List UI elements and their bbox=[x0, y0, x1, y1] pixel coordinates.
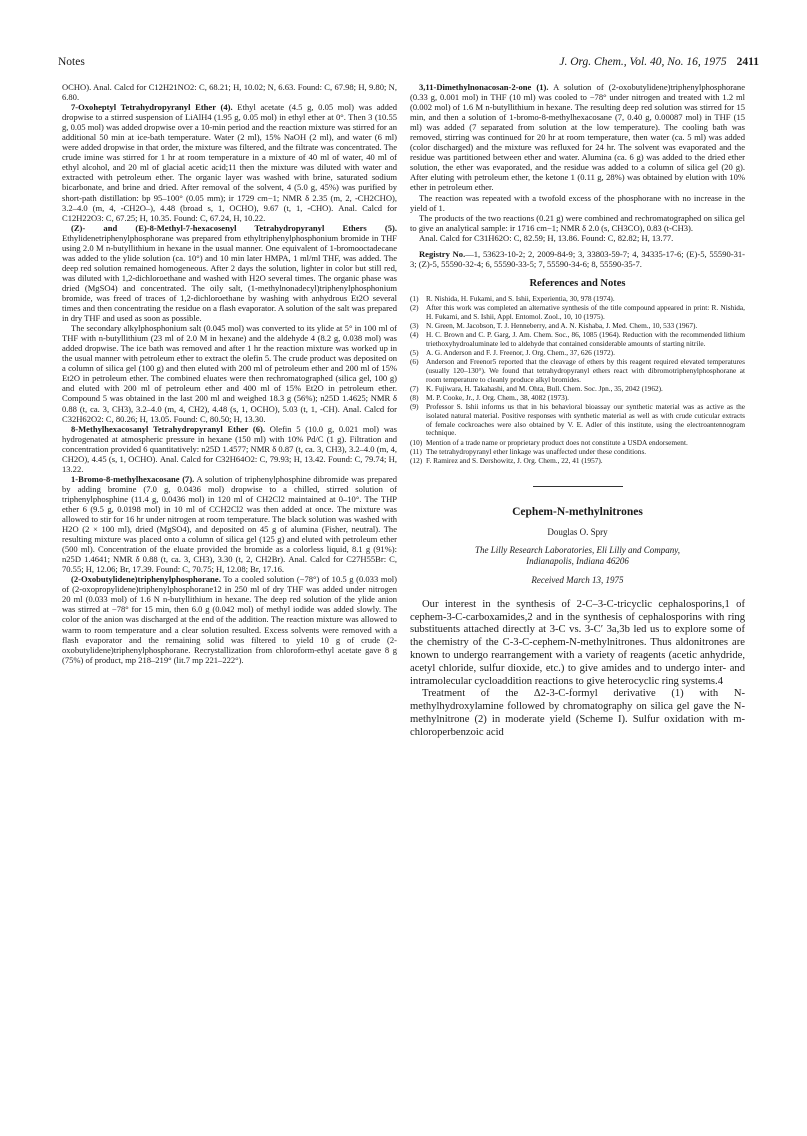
paragraph bbox=[62, 102, 397, 223]
paragraph: The reaction was repeated with a twofold excess of the phosphorane with no increase in the yield of 1. bbox=[410, 192, 745, 213]
paragraph bbox=[410, 82, 745, 193]
procedure-text: Olefin 5 (10.0 g, 0.021 mol) was hydrogenated at atmospheric pressure in hexane (150 ml) with 10% Pd/C (1 g). Filtration and concentration provided 6 quantitatively: n25D 1.4577; NMR δ 0.87 (t, ca. 3, CH3), 3.2–4.0 (m, 4, CH2O), 4.45 (s, 1, OCHO). Anal. Calcd for C32H64O2: C, 79.93; H, 13.42. Found: C, 79.74; H, 13.22. bbox=[62, 423, 397, 474]
references-list bbox=[410, 295, 745, 466]
paragraph: The products of the two reactions (0.21 g) were combined and rechromatographed on silica gel to give an analytical sample: ir 1716 cm−1; NMR δ 2.0 (s, CH3CO), 0.83 (t-CH3). bbox=[410, 212, 745, 233]
procedure-heading: (Z)- and (E)-8-Methyl-7-hexacosenyl Tetrahydropyranyl Ethers (5). bbox=[71, 222, 397, 233]
paragraph bbox=[62, 223, 397, 323]
reference-item bbox=[410, 358, 745, 384]
reference-text: Anderson and Freenor5 reported that the cleavage of ethers by this reagent required elevated temperatures (usually 120–130°). We found that tetrahydropyranyl ethers react with dibromotriphenylphosphorane at room temperature to cleanly produce alkyl bromides. bbox=[426, 357, 745, 384]
paragraph: The secondary alkylphosphonium salt (0.045 mol) was converted to its ylide at 5° in 100 ml of THF with n-butyllithium (23 ml of 2.0 M in hexane) and the aldehyde 4 (8.2 g, 0.038 mol) was added dropwise. The ice bath was removed and after 1 hr the reaction mixture was worked up in the usual manner with petroleum ether to extract the olefin 5. The crude product was deposited on a column of silica gel (100 g) and then eluted with 200 ml of petroleum ether and 200 ml of 15% Et2O in petroleum ether. The combined eluates were then rechromatographed (silica gel, 100 g) and eluted with 200 ml of petroleum ether and 400 ml of 15% Et2O in petroleum ether. Compound 5 was obtained in the last 200 ml and weighed 18.3 g (56%); n25D 1.4625; NMR δ 0.88 (t, ca. 3, CH3), 3.2–4.0 (m, 4, CH2), 4.48 (s, 1, OCHO), 5.03 (t, 1, -CH). Anal. Calcd for C32H62O2: C, 80.26; H, 13.05. Found: C, 80.50; H, 13.30. bbox=[62, 323, 397, 424]
paragraph bbox=[62, 574, 397, 664]
reference-text: M. P. Cooke, Jr., J. Org. Chem., 38, 4082 (1973). bbox=[426, 393, 569, 403]
journal-name: J. Org. Chem., Vol. 40, No. 16, 1975 bbox=[559, 56, 727, 68]
reference-text: R. Nishida, H. Fukami, and S. Ishii, Experientia, 30, 978 (1974). bbox=[426, 293, 615, 303]
reference-number: (1) bbox=[410, 293, 419, 303]
reference-text: H. C. Brown and C. P. Garg, J. Am. Chem. Soc., 86, 1085 (1964). Reduction with the recommended lithium triethoxyhydroaluminate led to aldehyde that contained considerable amounts of starting nitrile. bbox=[426, 330, 745, 348]
right-column bbox=[410, 82, 745, 740]
reference-item bbox=[410, 403, 745, 438]
references-title: References and Notes bbox=[529, 277, 626, 289]
procedure-heading: 1-Bromo-8-methylhexacosane (7). bbox=[71, 473, 195, 484]
page-number: 2411 bbox=[736, 56, 759, 68]
reference-number: (12) bbox=[410, 456, 423, 466]
article-affiliation bbox=[410, 545, 745, 567]
page-header bbox=[58, 56, 759, 74]
reference-number: (4) bbox=[410, 330, 419, 340]
section-label: Notes bbox=[58, 56, 85, 68]
reference-text: Professor S. Ishii informs us that in his behavioral bioassay our synthetic material was as active as the isolated natural material. Positive responses with synthetic material as well as with crude cuticular extracts of female cockroaches were also obtained by V. E. Adler of this institute, using the electroantennogram technique. bbox=[426, 402, 745, 438]
procedure-heading: 7-Oxoheptyl Tetrahydropyranyl Ether (4). bbox=[71, 102, 233, 113]
reference-number: (10) bbox=[410, 437, 423, 447]
procedure-text: To a cooled solution (−78°) of 10.5 g (0.033 mol) of (2-oxopropylidene)triphenylphosphorane12 in 250 ml of dry THF was added under nitrogen 20 ml (0.033 mol) of 1.6 N n-butyllithium in hexane. The deep red solution of the ylide anion was stirred at −78° for 15 min, then 6.0 g (0.042 mol) of methyl iodide was added slowly. The color of the anion was discharged at the end of the addition. The reaction mixture was allowed to warm to room temperature and a clear solution resulted. Excess solvents were removed with a flash evaporator and the remaining solid was filtered to yield 10 g of crude (2-oxobutylidene)triphenylphosphorane. Recrystallization from chloroform-ethyl acetate gave 8 g (75%) of product, mp 218–219° (lit.7 mp 221–222°). bbox=[62, 574, 397, 665]
reference-text: N. Green, M. Jacobson, T. J. Henneberry, and A. N. Kishaba, J. Med. Chem., 10, 533 (1967). bbox=[426, 321, 698, 330]
paragraph bbox=[62, 424, 397, 474]
reference-item bbox=[410, 304, 745, 321]
paragraph: Treatment of the Δ2-3-C-formyl derivative (1) with N-methylhydroxylamine followed by chromatography on silica gel gave the N-methylnitrone (2) in moderate yield (Scheme I). Sulfur oxidation with m-chloroperbenzoic acid bbox=[410, 688, 745, 738]
article-body bbox=[410, 599, 745, 740]
procedure-heading: 8-Methylhexacosanyl Tetrahydropyranyl Ether (6). bbox=[71, 423, 266, 434]
registry-numbers bbox=[410, 249, 745, 269]
reference-number: (5) bbox=[410, 348, 419, 358]
reference-text: The tetrahydropyranyl ether linkage was unaffected under these conditions. bbox=[426, 446, 647, 456]
reference-item bbox=[410, 457, 745, 466]
registry-text: —1, 53623-10-2; 2, 2009-84-9; 3, 33803-59-7; 4, 34335-17-6; (E)-5, 55590-31-3; (Z)-5, 55590-32-4; 6, 55590-33-5; 7, 55590-34-6; 8, 55590-35-7. bbox=[410, 248, 745, 269]
reference-number: (11) bbox=[410, 446, 422, 456]
procedure-text: A solution of (2-oxobutylidene)triphenylphosphorane (0.33 g, 0.001 mol) in THF (10 ml) was cooled to −78° under nitrogen and treated with 1.2 ml (0.002 mol) of 1.6 M n-butyllithium in hexane. The resulting deep red solution was stirred for 15 min, and then a solution of 1-bromo-8-methylhexacosane (7, 0.40 g, 0.00087 mol) in THF (15 ml) was added (7 separated from solution at the low temperature). The cooling bath was removed, stirring was continued for 20 hr at room temperature, then water (ca. 5 ml) was added (color discharged) and the mixture was refluxed for 24 hr. The solvent was evaporated and the residue was partitioned between ether and water. Alumina (ca. 6 g) was added to the dried ether solution, the ether was evaporated, and the residue was added to a column of silica gel (20 g). After eluting with petroleum ether, the ketone 1 (0.11 g, 28%) was obtained by elution with 10% ether in petroleum ether. bbox=[410, 82, 745, 193]
reference-text: F. Ramirez and S. Dershowitz, J. Org. Chem., 22, 41 (1957). bbox=[426, 456, 603, 466]
reference-number: (3) bbox=[410, 321, 419, 330]
section-divider bbox=[533, 486, 623, 487]
procedure-text: A solution of triphenylphosphine dibromide was prepared by adding bromine (7.0 g, 0.0436 mol) dropwise to a chilled, stirred solution of triphenylphosphine (11.4 g, 0.0436 mol) in 120 ml of CH2Cl2 maintained at 0–10°. The THP ether 6 (9.5 g, 0.0198 mol) in 10 ml of CCH2Cl2 was then added at once. The mixture was allowed to stir for 16 hr under nitrogen at room temperature. The black solution was washed with H2O (2 × 100 ml), dried (MgSO4), and deposited on 45 g of alumina (Fisher, neutral). The resulting mixture was placed onto a column of silica gel (125 g) and eluted with petroleum ether (500 ml). Concentration of the eluate provided the bromide as a colorless liquid, 8.1 g (91%): n25D 1.4641; NMR δ 0.88 (t, ca. 3, CH3), 3.30 (t, 2, CH2Br). Anal. Calcd for C27H55Br: C, 70.55; H, 12.06; Br, 17.39. Found: C, 70.75; H, 12.08; Br, 17.16. bbox=[62, 473, 397, 575]
affiliation-line: Indianapolis, Indiana 46206 bbox=[526, 555, 629, 566]
registry-heading: Registry No. bbox=[419, 248, 466, 259]
received-date: Received March 13, 1975 bbox=[531, 574, 624, 585]
journal-citation bbox=[559, 56, 759, 68]
paragraph: Anal. Calcd for C31H62O: C, 82.59; H, 13.86. Found: C, 82.82; H, 13.77. bbox=[419, 232, 674, 243]
reference-number: (2) bbox=[410, 303, 419, 313]
reference-number: (6) bbox=[410, 357, 419, 367]
reference-text: Mention of a trade name or proprietary product does not constitute a USDA endorsement. bbox=[426, 437, 688, 447]
article-author: Douglas O. Spry bbox=[547, 526, 608, 537]
paragraph: Our interest in the synthesis of 2-C–3-C-tricyclic cephalosporins,1 of cephem-3-C-carboxamides,2 and in the synthesis of cephalosporins with ring substituents attached directly at 3-C vs. 3-C′ 3a,3b led us to explore some of the chemistry of the C-3-C-cephem-N-methylnitrones. Thus aldonitrones are known to undergo rearrangement with a variety of reagents (acetic anhydride, acetyl chloride, sulfur dioxide, etc.) to give amides and to undergo inter- and intramolecular cycloaddition reactions to give heterocyclic ring systems.4 bbox=[410, 598, 745, 687]
procedure-heading: 3,11-Dimethylnonacosan-2-one (1). bbox=[419, 82, 549, 92]
reference-number: (8) bbox=[410, 393, 419, 403]
affiliation-line: The Lilly Research Laboratories, Eli Lilly and Company, bbox=[475, 544, 680, 555]
paragraph bbox=[62, 474, 397, 574]
reference-number: (7) bbox=[410, 383, 419, 393]
reference-text: A. G. Anderson and F. J. Freenor, J. Org. Chem., 37, 626 (1972). bbox=[426, 348, 615, 358]
procedure-text: Ethyl acetate (4.5 g, 0.05 mol) was added dropwise to a stirred suspension of LiAlH4 (1.95 g, 0.05 mol) in ethyl ether at 0°. Then 3 (10.55 g, 0.05 mol) was added dropwise over a 10-min period and the reaction mixture was stirred for an additional 50 min at ice-bath temperature. Water (2 ml), 15% NaOH (2 ml), and water (6 ml) were added dropwise in that order, the mixture was filtered, and the filtrate was concentrated. The crude imine was stirred for 1 hr at room temperature in a mixture of 40 ml of water, 40 ml of ethyl alcohol, and 20 ml of glacial acetic acid;11 then the mixture was diluted with water and extracted with petroleum ether. The organic layer was washed with brine, saturated sodium bicarbonate, and brine and dried. After removal of the solvent, 4 (5.0 g, 45%) was purified by short-path distillation: bp 95–100° (0.05 mm); ir 1729 cm−1; NMR δ 2.35 (m, 2, -CH2CHO), 3.2–4.0 (m, 4, -CH2O–), 4.48 (broad s, 1, OCHO), 9.67 (t, 1, -CHO). Anal. Calcd for C12H22O3: C, 67.25; H, 10.35. Found: C, 67.24, H, 10.22. bbox=[62, 102, 397, 223]
procedure-text: Ethylidenetriphenylphosphorane was prepared from ethyltriphenylphosphonium bromide in THF using 2.0 M n-butyllithium in hexane in the usual manner. One equivalent of 1-bromooctadecane was added to the ylide solution (ca. 10°) and 10 min later HMPA, 1 ml/ml THF, was added. The deep red solution remained homogeneous. After 2 days the solution, lighter in color but still red, was diluted with 1,2-dichloroethane and washed with H2O several times. The organic phase was dried (MgSO4) and concentrated. The oily salt, (1-methylnonadecyl)triphenylphosphonium bromide, was freed of traces of 1,2-dichloroethane by washing with anhydrous Et2O several times and then concentrating the residue on a flash evaporator. A solution of the salt was prepared in dry THF and used as soon as possible. bbox=[62, 232, 397, 324]
reference-number: (9) bbox=[410, 402, 419, 412]
reference-text: K. Fujiwara, H. Takahashi, and M. Ohta, Bull. Chem. Soc. Jpn., 35, 2042 (1962). bbox=[426, 383, 663, 393]
reference-text: After this work was completed an alternative synthesis of the title compound appeared in print: R. Nishida, H. Fukami, and S. Ishii, Appl. Entomol. Zool., 10, 10 (1975). bbox=[426, 303, 745, 321]
procedure-heading: (2-Oxobutylidene)triphenylphosphorane. bbox=[71, 574, 221, 585]
left-column bbox=[62, 82, 397, 665]
article-title: Cephem-N-methylnitrones bbox=[512, 505, 643, 518]
paragraph: OCHO). Anal. Calcd for C12H21NO2: C, 68.21; H, 10.02; N, 6.63. Found: C, 67.98; H, 9.80; N, 6.80. bbox=[62, 82, 397, 103]
reference-item bbox=[410, 331, 745, 348]
